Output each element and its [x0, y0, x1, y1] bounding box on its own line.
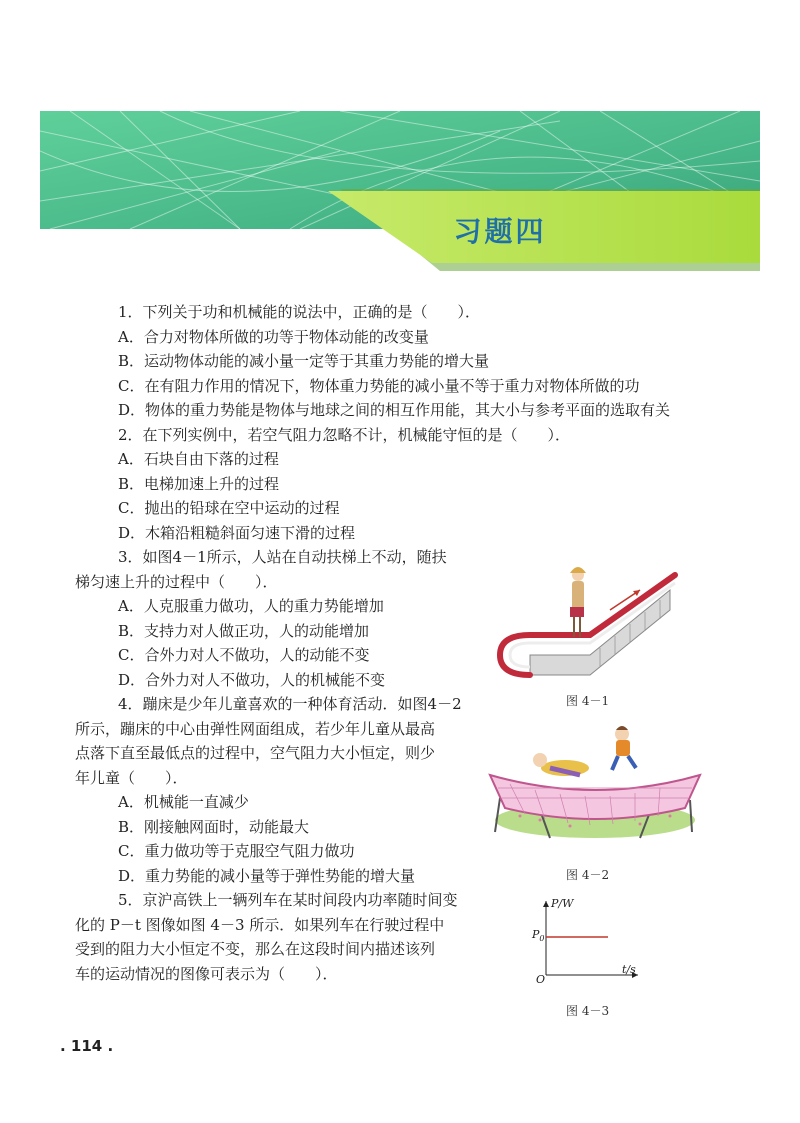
question-4-option-d: D．重力势能的减小量等于弹性势能的增大量 [118, 866, 416, 885]
question-3-option-a: A．人克服重力做功，人的重力势能增加 [118, 597, 384, 615]
y-axis-label: P/W [551, 897, 574, 910]
chapter-banner [40, 111, 760, 271]
question-3-option-d: D．合外力对人不做功，人的机械能不变 [118, 670, 386, 689]
origin-label: O [536, 973, 546, 986]
question-3-option-c: C．合外力对人不做功，人的动能不变 [118, 646, 370, 664]
question-4-stem-line-1: 4．蹦床是少年儿童喜欢的一种体育活动．如图4－2 [118, 695, 462, 713]
figure-4-2-caption: 图 4－2 [566, 868, 610, 882]
question-2-option-a: A．石块自由下落的过程 [118, 450, 279, 468]
figure-trampoline [480, 720, 710, 849]
question-4-option-b: B．刚接触网面时，动能最大 [118, 817, 310, 836]
question-1-option-c: C．在有阻力作用的情况下，物体重力势能的减小量不等于重力对物体所做的功 [118, 376, 640, 395]
question-1-option-d: D．物体的重力势能是物体与地球之间的相互作用能，其大小与参考平面的选取有关 [118, 401, 671, 419]
question-4-stem-line-3: 点落下直至最低点的过程中，空气阻力大小恒定，则少 [75, 744, 436, 762]
escalator-illustration [490, 555, 690, 685]
page-number: . 114 . [60, 1037, 114, 1055]
figure-4-3-caption: 图 4－3 [566, 1004, 610, 1018]
figure-power-time-graph [520, 895, 650, 994]
trampoline-illustration [480, 720, 710, 845]
chapter-title: 习题四 [453, 215, 547, 248]
question-1-option-b: B．运动物体动能的减小量一定等于其重力势能的增大量 [118, 352, 490, 370]
question-2-option-b: B．电梯加速上升的过程 [118, 474, 280, 493]
question-3-option-b: B．支持力对人做正功，人的动能增加 [118, 621, 370, 640]
banner-graphic [40, 111, 760, 271]
question-5-stem-line-3: 受到的阻力大小恒定不变，那么在这段时间内描述该列 [75, 940, 436, 958]
figure-escalator [490, 555, 690, 689]
p0-label: $P_0$ [532, 928, 545, 944]
question-4-option-a: A．机械能一直减少 [118, 793, 249, 811]
question-2-option-d: D．木箱沿粗糙斜面匀速下滑的过程 [118, 523, 356, 542]
question-2-stem: 2．在下列实例中，若空气阻力忽略不计，机械能守恒的是（ ）． [118, 425, 571, 444]
question-4-stem-line-4: 年儿童（ ）． [75, 768, 188, 787]
question-5-stem-line-2: 化的 P－t 图像如图 4－3 所示．如果列车在行驶过程中 [75, 915, 445, 934]
question-1-option-a: A．合力对物体所做的功等于物体动能的改变量 [118, 327, 429, 346]
question-3-stem-line-2: 梯匀速上升的过程中（ ）． [75, 572, 278, 591]
question-5-stem-line-4: 车的运动情况的图像可表示为（ ）． [75, 964, 338, 983]
question-2-option-c: C．抛出的铅球在空中运动的过程 [118, 499, 340, 517]
question-4-stem-line-2: 所示，蹦床的中心由弹性网面组成，若少年儿童从最高 [75, 719, 436, 738]
figure-4-1-caption: 图 4－1 [566, 694, 610, 708]
question-3-stem-line-1: 3．如图4－1所示，人站在自动扶梯上不动，随扶 [118, 548, 447, 566]
question-1-stem: 1．下列关于功和机械能的说法中，正确的是（ ）． [118, 303, 481, 321]
question-5-stem-line-1: 5．京沪高铁上一辆列车在某时间段内功率随时间变 [118, 891, 458, 909]
x-axis-label: t/s [622, 963, 636, 976]
y-axis-arrow [543, 901, 549, 907]
question-4-option-c: C．重力做功等于克服空气阻力做功 [118, 842, 355, 860]
